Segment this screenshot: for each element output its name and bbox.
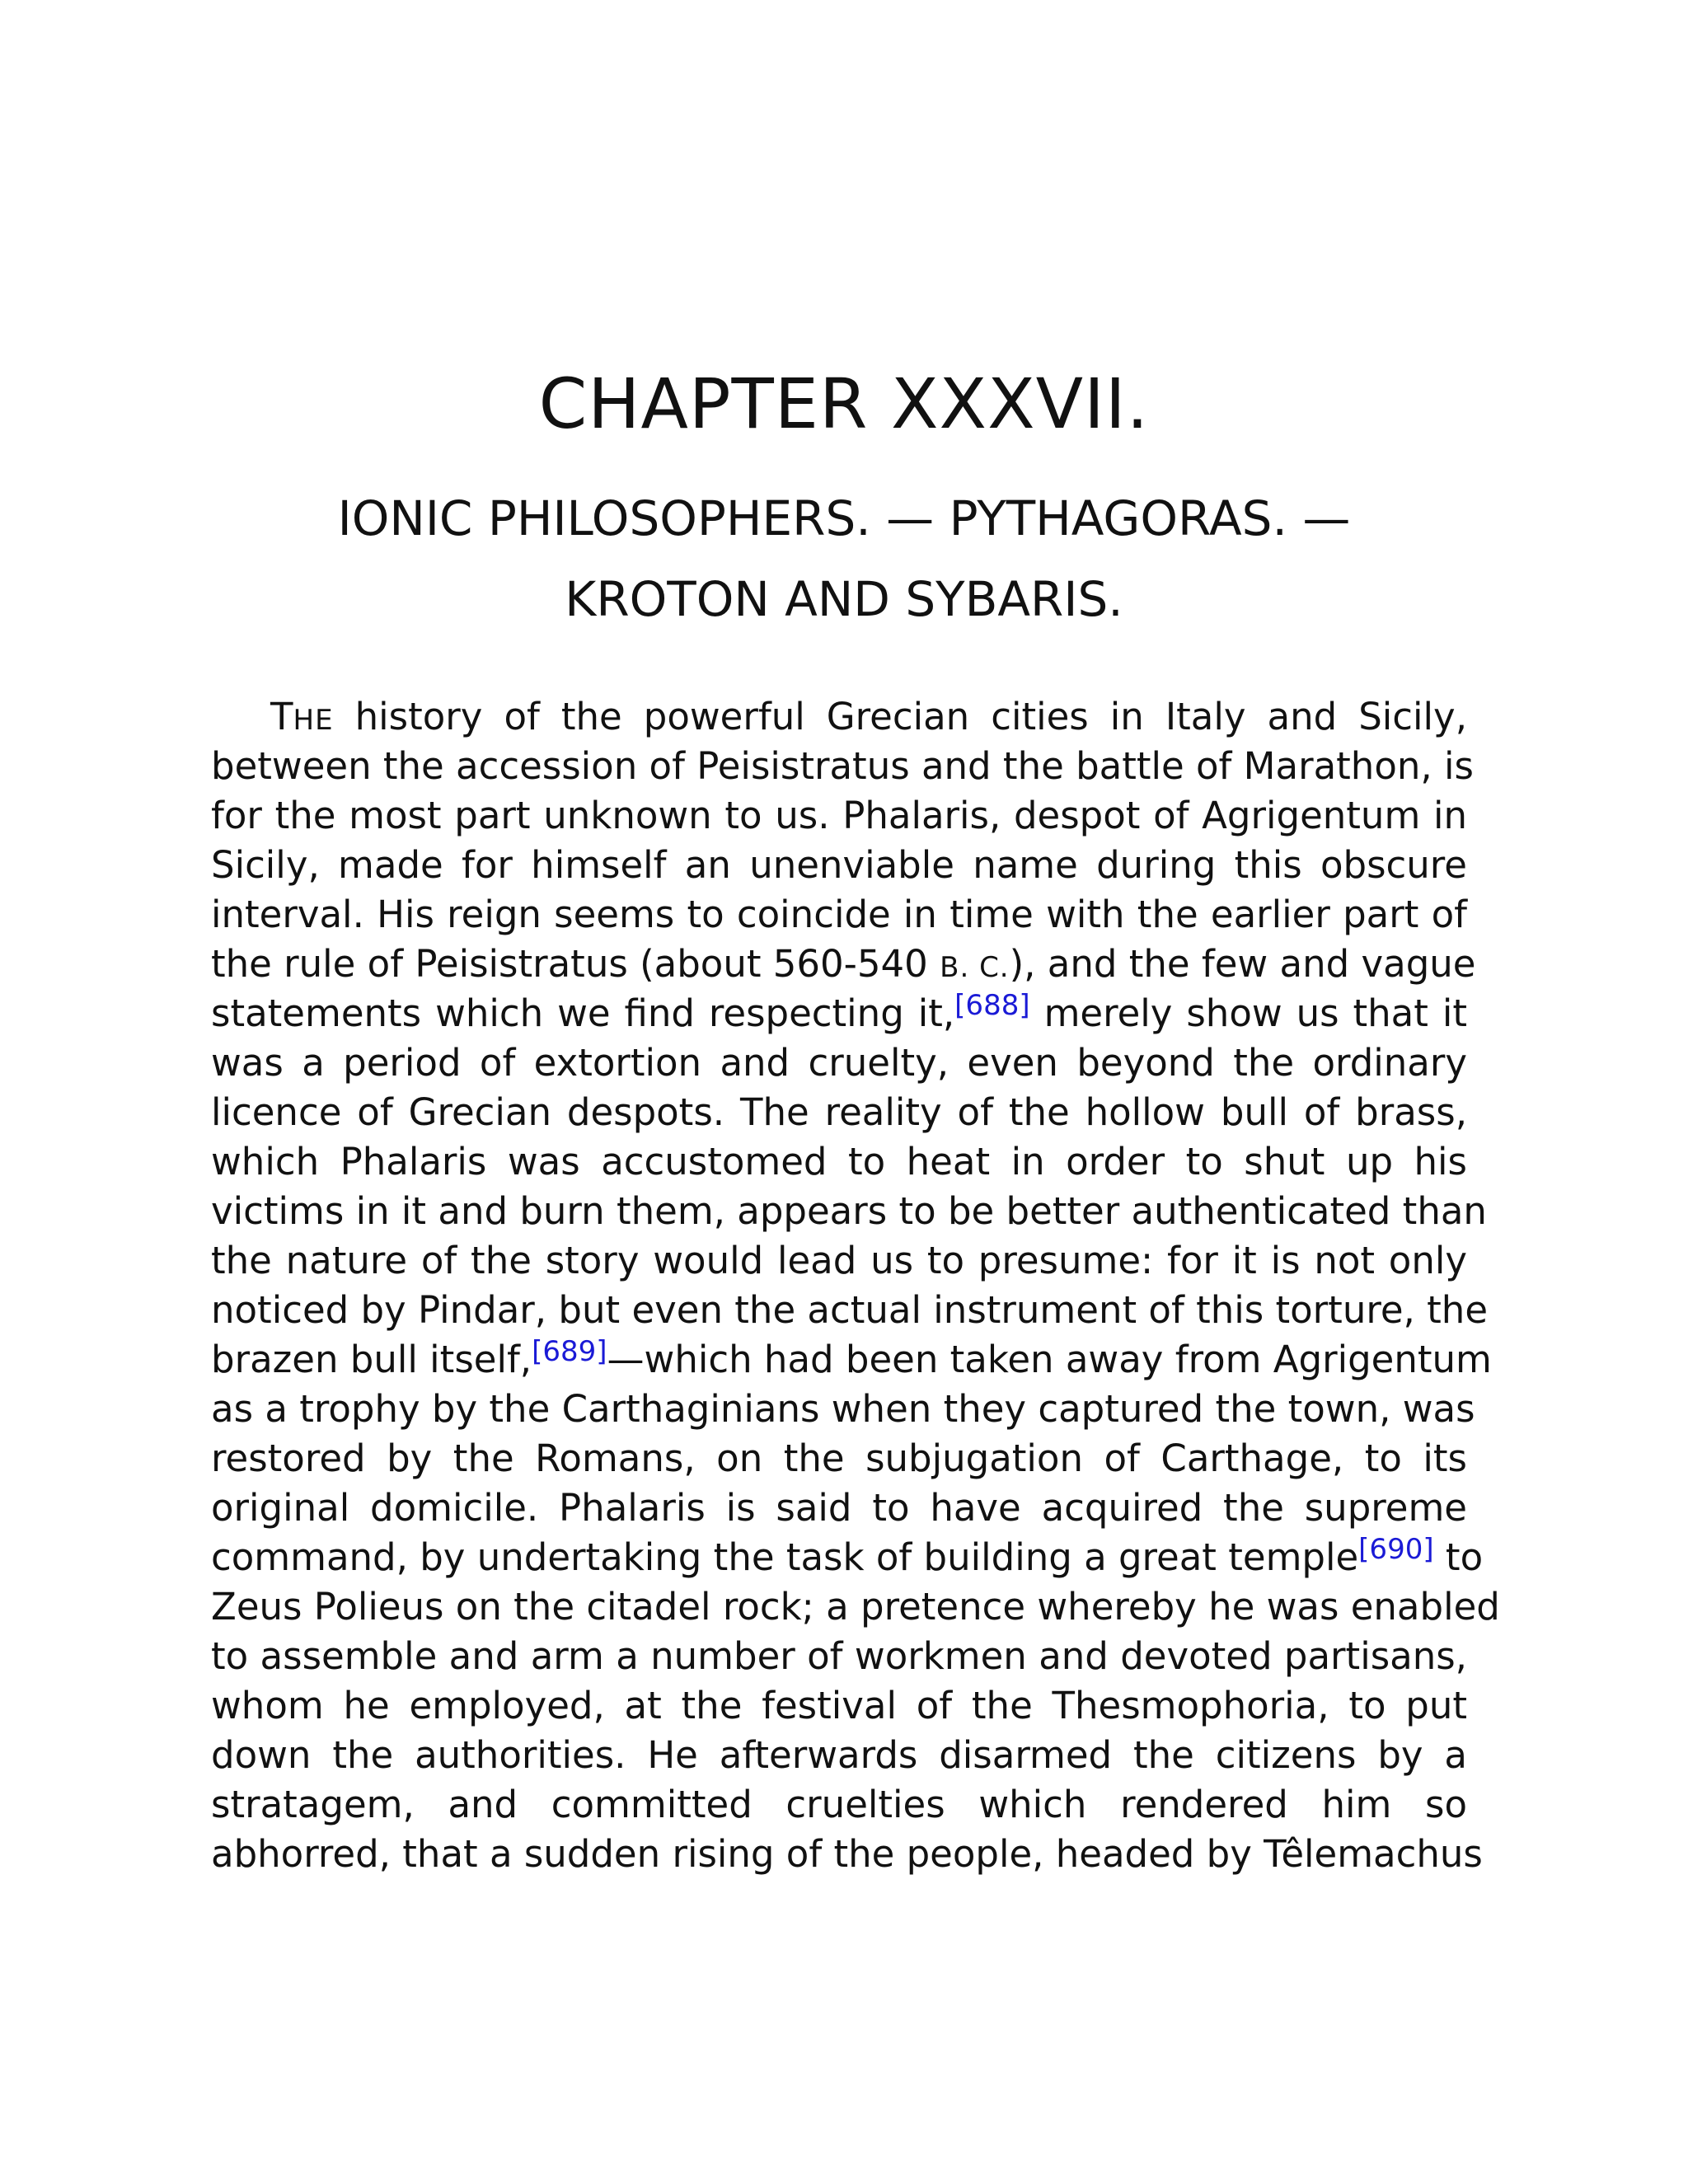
text-line: the nature of the story would lead us to presume: for it is not only [211, 1239, 1467, 1282]
chapter-title: CHAPTER XXXVII. [538, 363, 1150, 444]
chapter-subtitle [0, 478, 1688, 640]
text-line: as a trophy by the Carthaginians when they captured the town, was [211, 1387, 1475, 1431]
text-line: statements which we find respecting it,[688] merely show us that it [211, 989, 1467, 1035]
text-line: the rule of Peisistratus (about 560-540 B. C.), and the few and vague [211, 942, 1476, 986]
text-line: Sicily, made for himself an unenviable name during this obscure [211, 843, 1467, 887]
text-line: command, by undertaking the task of building a great temple[690] to [211, 1533, 1484, 1579]
footnote-link-688[interactable]: [688] [954, 989, 1030, 1022]
text-line: to assemble and arm a number of workmen and devoted partisans, [211, 1634, 1467, 1678]
text-line: stratagem, and committed cruelties which rendered him so [211, 1783, 1467, 1826]
text-line: between the accession of Peisistratus and the battle of Marathon, is [211, 744, 1474, 788]
text-line: down the authorities. He afterwards disarmed the citizens by a [211, 1733, 1467, 1777]
text-line: licence of Grecian despots. The reality of the hollow bull of brass, [211, 1090, 1467, 1134]
text-line: THE history of the powerful Grecian cities in Italy and Sicily, [270, 695, 1467, 738]
chapter-body-paragraph [211, 692, 1500, 1879]
chapter-subtitle-line-1: IONIC PHILOSOPHERS. — PYTHAGORAS. — [337, 490, 1351, 546]
drop-cap: T [270, 695, 293, 738]
text-line: was a period of extortion and cruelty, even beyond the ordinary [211, 1041, 1467, 1085]
chapter-subtitle-line-2: KROTON AND SYBARIS. [565, 571, 1123, 627]
text-line: brazen bull itself,[689]—which had been taken away from Agrigentum [211, 1335, 1492, 1381]
text-line: Zeus Polieus on the citadel rock; a pretence whereby he was enabled [211, 1585, 1500, 1629]
text-line: whom he employed, at the festival of the Thesmophoria, to put [211, 1684, 1467, 1727]
text-line: victims in it and burn them, appears to be better authenticated than [211, 1189, 1487, 1233]
text-line: original domicile. Phalaris is said to have acquired the supreme [211, 1486, 1467, 1530]
small-caps-text: HE [293, 704, 334, 737]
text-line: for the most part unknown to us. Phalaris, despot of Agrigentum in [211, 794, 1467, 837]
text-line: noticed by Pindar, but even the actual instrument of this torture, the [211, 1288, 1489, 1332]
small-caps-era: B. C. [940, 951, 1010, 984]
text-line: abhorred, that a sudden rising of the people, headed by Têlemachus [211, 1832, 1483, 1876]
text-line: which Phalaris was accustomed to heat in order to shut up his [211, 1140, 1467, 1183]
footnote-link-689[interactable]: [689] [532, 1335, 607, 1368]
text-line: interval. His reign seems to coincide in time with the earlier part of [211, 893, 1467, 936]
footnote-link-690[interactable]: [690] [1358, 1533, 1434, 1566]
text-line: restored by the Romans, on the subjugation of Carthage, to its [211, 1436, 1467, 1480]
